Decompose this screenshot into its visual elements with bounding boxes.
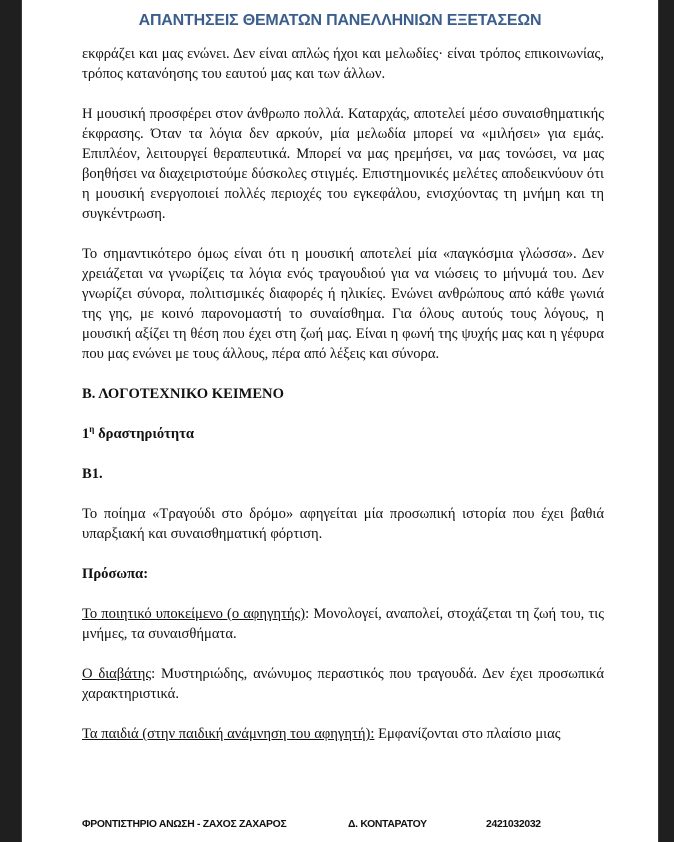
persons-heading: Πρόσωπα: [82, 566, 149, 582]
footer-phone: 2421032032 [486, 819, 541, 830]
activity-number: 1 [82, 426, 90, 442]
activity-label: δραστηριότητα [94, 426, 195, 442]
activity-superscript: η [89, 424, 95, 435]
person-term: Το ποιητικό υποκείμενο (ο αφηγητής) [82, 606, 306, 622]
person-description: : Μονολογεί, αναπολεί, στοχάζεται τη ζωή του, τις μνήμες, τα συναισθήματα. [82, 606, 604, 642]
paragraph-1: εκφράζει και μας ενώνει. Δεν είναι απλώς ήχοι και μελωδίες· είναι τρόπος επικοινωνίας, τρόπος κατανόησης του εαυτού μας και των άλλων. [82, 46, 604, 82]
paragraph-4: Το ποίημα «Τραγούδι στο δρόμο» αφηγείται μία προσωπική ιστορία που έχει βαθιά υπαρξιακή και συναισθηματική φόρτιση. [82, 506, 604, 542]
page-header-title: ΑΠΑΝΤΗΣΕΙΣ ΘΕΜΑΤΩΝ ΠΑΝΕΛΛΗΝΙΩΝ ΕΞΕΤΑΣΕΩΝ [138, 12, 542, 29]
paragraph-3: Το σημαντικότερο όμως είναι ότι η μουσική αποτελεί μία «παγκόσμια γλώσσα». Δεν χρειάζεται να γνωρίζεις τα λόγια ενός τραγουδιού για να νιώσεις το μήνυμά του. Δεν γνωρίζει σύνορα, πολιτισμικές διαφορές ή ηλικίες. Ενώνει ανθρώπους από κάθε γωνιά της γης, με κοινό παρονομαστή το συναίσθημα. Για όλους αυτούς τους λόγους, η μουσική αξίζει τη θέση που έχει στη ζωή μας. Είναι η φωνή της ψυχής μας και η γέφυρα που μας ενώνει με τους άλλους, πέρα από λέξεις και σύνορα. [82, 246, 604, 362]
document-body [82, 44, 604, 744]
person-entry [82, 664, 604, 704]
section-heading: Β. ΛΟΓΟΤΕΧΝΙΚΟ ΚΕΙΜΕΝΟ [82, 386, 284, 402]
person-term: Τα παιδιά (στην παιδική ανάμνηση του αφηγητή): [82, 726, 375, 742]
document-page [21, 0, 659, 842]
footer-school: ΦΡΟΝΤΙΣΤΗΡΙΟ ΑΝΩΣΗ - ΖΑΧΟΣ ΖΑΧΑΡΟΣ [82, 819, 287, 830]
person-entry [82, 724, 604, 744]
paragraph-2: Η μουσική προσφέρει στον άνθρωπο πολλά. Καταρχάς, αποτελεί μέσο συναισθηματικής έκφρασης. Όταν τα λόγια δεν αρκούν, μία μελωδία μπορεί να «μιλήσει» για εμάς. Επιπλέον, λειτουργεί θεραπευτικά. Μπορεί να μας ηρεμήσει, να μας τονώσει, να μας βοηθήσει να διαχειριστούμε δύσκολες στιγμές. Επιστημονικές μελέτες αποδεικνύουν ότι η μουσική ενεργοποιεί πολλές περιοχές του εγκεφάλου, ενισχύοντας τη μνήμη και τη συγκέντρωση. [82, 106, 604, 222]
footer-author: Δ. ΚΟΝΤΑΡΑΤΟΥ [348, 819, 427, 830]
activity-heading [82, 424, 604, 444]
person-entry [82, 604, 604, 644]
person-description: : Μυστηριώδης, ανώνυμος περαστικός που τραγουδά. Δεν έχει προσωπικά χαρακτηριστικά. [82, 666, 605, 702]
person-description: Εμφανίζονται στο πλαίσιο μιας [374, 726, 561, 742]
person-term: Ο διαβάτης [82, 666, 152, 682]
question-label: Β1. [82, 466, 103, 482]
